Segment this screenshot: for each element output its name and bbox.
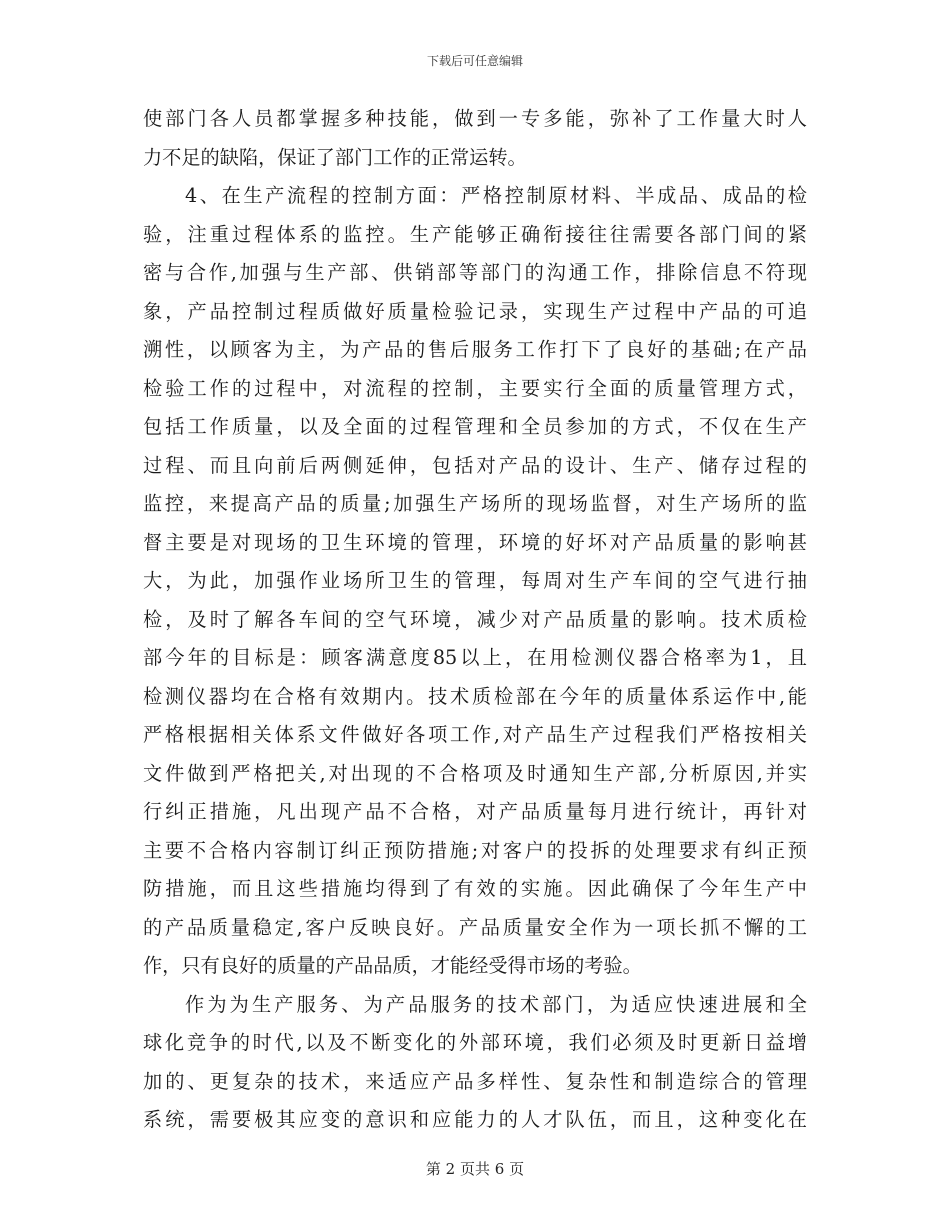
text-line: 过程、而且向前后两侧延伸，包括对产品的设计、生产、储存过程的 <box>143 453 807 477</box>
text-line: 球化竞争的时代,以及不断变化的外部环境，我们必须及时更新日益增 <box>143 1031 807 1054</box>
text-line: 防措施，而且这些措施均得到了有效的实施。因此确保了今年生产中 <box>143 877 807 900</box>
text-line: 4、在生产流程的控制方面：严格控制原材料、半成品、成品的检 <box>185 184 807 207</box>
text-line: 使部门各人员都掌握多种技能，做到一专多能，弥补了工作量大时人 <box>143 107 807 130</box>
document-body <box>143 100 807 1140</box>
text-line: 溯性，以顾客为主，为产品的售后服务工作打下了良好的基础;在产品 <box>143 338 807 361</box>
text-line: 象，产品控制过程质做好质量检验记录，实现生产过程中产品的可追 <box>143 299 807 323</box>
text-line: 的产品质量稳定,客户反映良好。产品质量安全作为一项长抓不懈的工 <box>143 915 807 939</box>
text-line: 验，注重过程体系的监控。生产能够正确衔接往往需要各部门间的紧 <box>143 222 807 246</box>
text-line: 监控，来提高产品的质量;加强生产场所的现场监督，对生产场所的监 <box>143 492 807 515</box>
text-line: 包括工作质量，以及全面的过程管理和全员参加的方式，不仅在生产 <box>143 415 807 438</box>
text-line: 检验工作的过程中，对流程的控制，主要实行全面的质量管理方式， <box>143 376 807 400</box>
text-line: 作为为生产服务、为产品服务的技术部门，为适应快速进展和全 <box>185 992 807 1016</box>
text-line: 力不足的缺陷，保证了部门工作的正常运转。 <box>143 145 527 169</box>
text-line: 文件做到严格把关,对出现的不合格项及时通知生产部,分析原因,并实 <box>143 761 807 785</box>
page-header: 下载后可任意编辑 <box>426 54 523 68</box>
text-line: 行纠正措施，凡出现产品不合格，对产品质量每月进行统计，再针对 <box>143 800 807 823</box>
text-line: 大，为此，加强作业场所卫生的管理，每周对生产车间的空气进行抽 <box>143 569 807 592</box>
text-line: 严格根据相关体系文件做好各项工作,对产品生产过程我们严格按相关 <box>143 723 807 746</box>
text-line: 检，及时了解各车间的空气环境，减少对产品质量的影响。技术质检 <box>143 607 807 631</box>
text-line: 主要不合格内容制订纠正预防措施;对客户的投拆的处理要求有纠正预 <box>143 838 807 862</box>
text-line: 系统，需要极其应变的意识和应能力的人才队伍，而且，这种变化在 <box>143 1108 807 1131</box>
text-line: 密与合作,加强与生产部、供销部等部门的沟通工作，排除信息不符现 <box>143 261 807 284</box>
text-line: 作，只有良好的质量的产品品质，才能经受得市场的考验。 <box>143 954 642 977</box>
text-line: 加的、更复杂的技术，来适应产品多样性、复杂性和制造综合的管理 <box>143 1069 807 1093</box>
text-line: 督主要是对现场的卫生环境的管理，环境的好坏对产品质量的影响甚 <box>143 530 807 554</box>
page-number-footer: 第 2 页共 6 页 <box>425 1160 525 1178</box>
text-line: 部今年的目标是：顾客满意度85以上，在用检测仪器合格率为1，且 <box>143 646 807 669</box>
text-line: 检测仪器均在合格有效期内。技术质检部在今年的质量体系运作中,能 <box>143 684 807 708</box>
